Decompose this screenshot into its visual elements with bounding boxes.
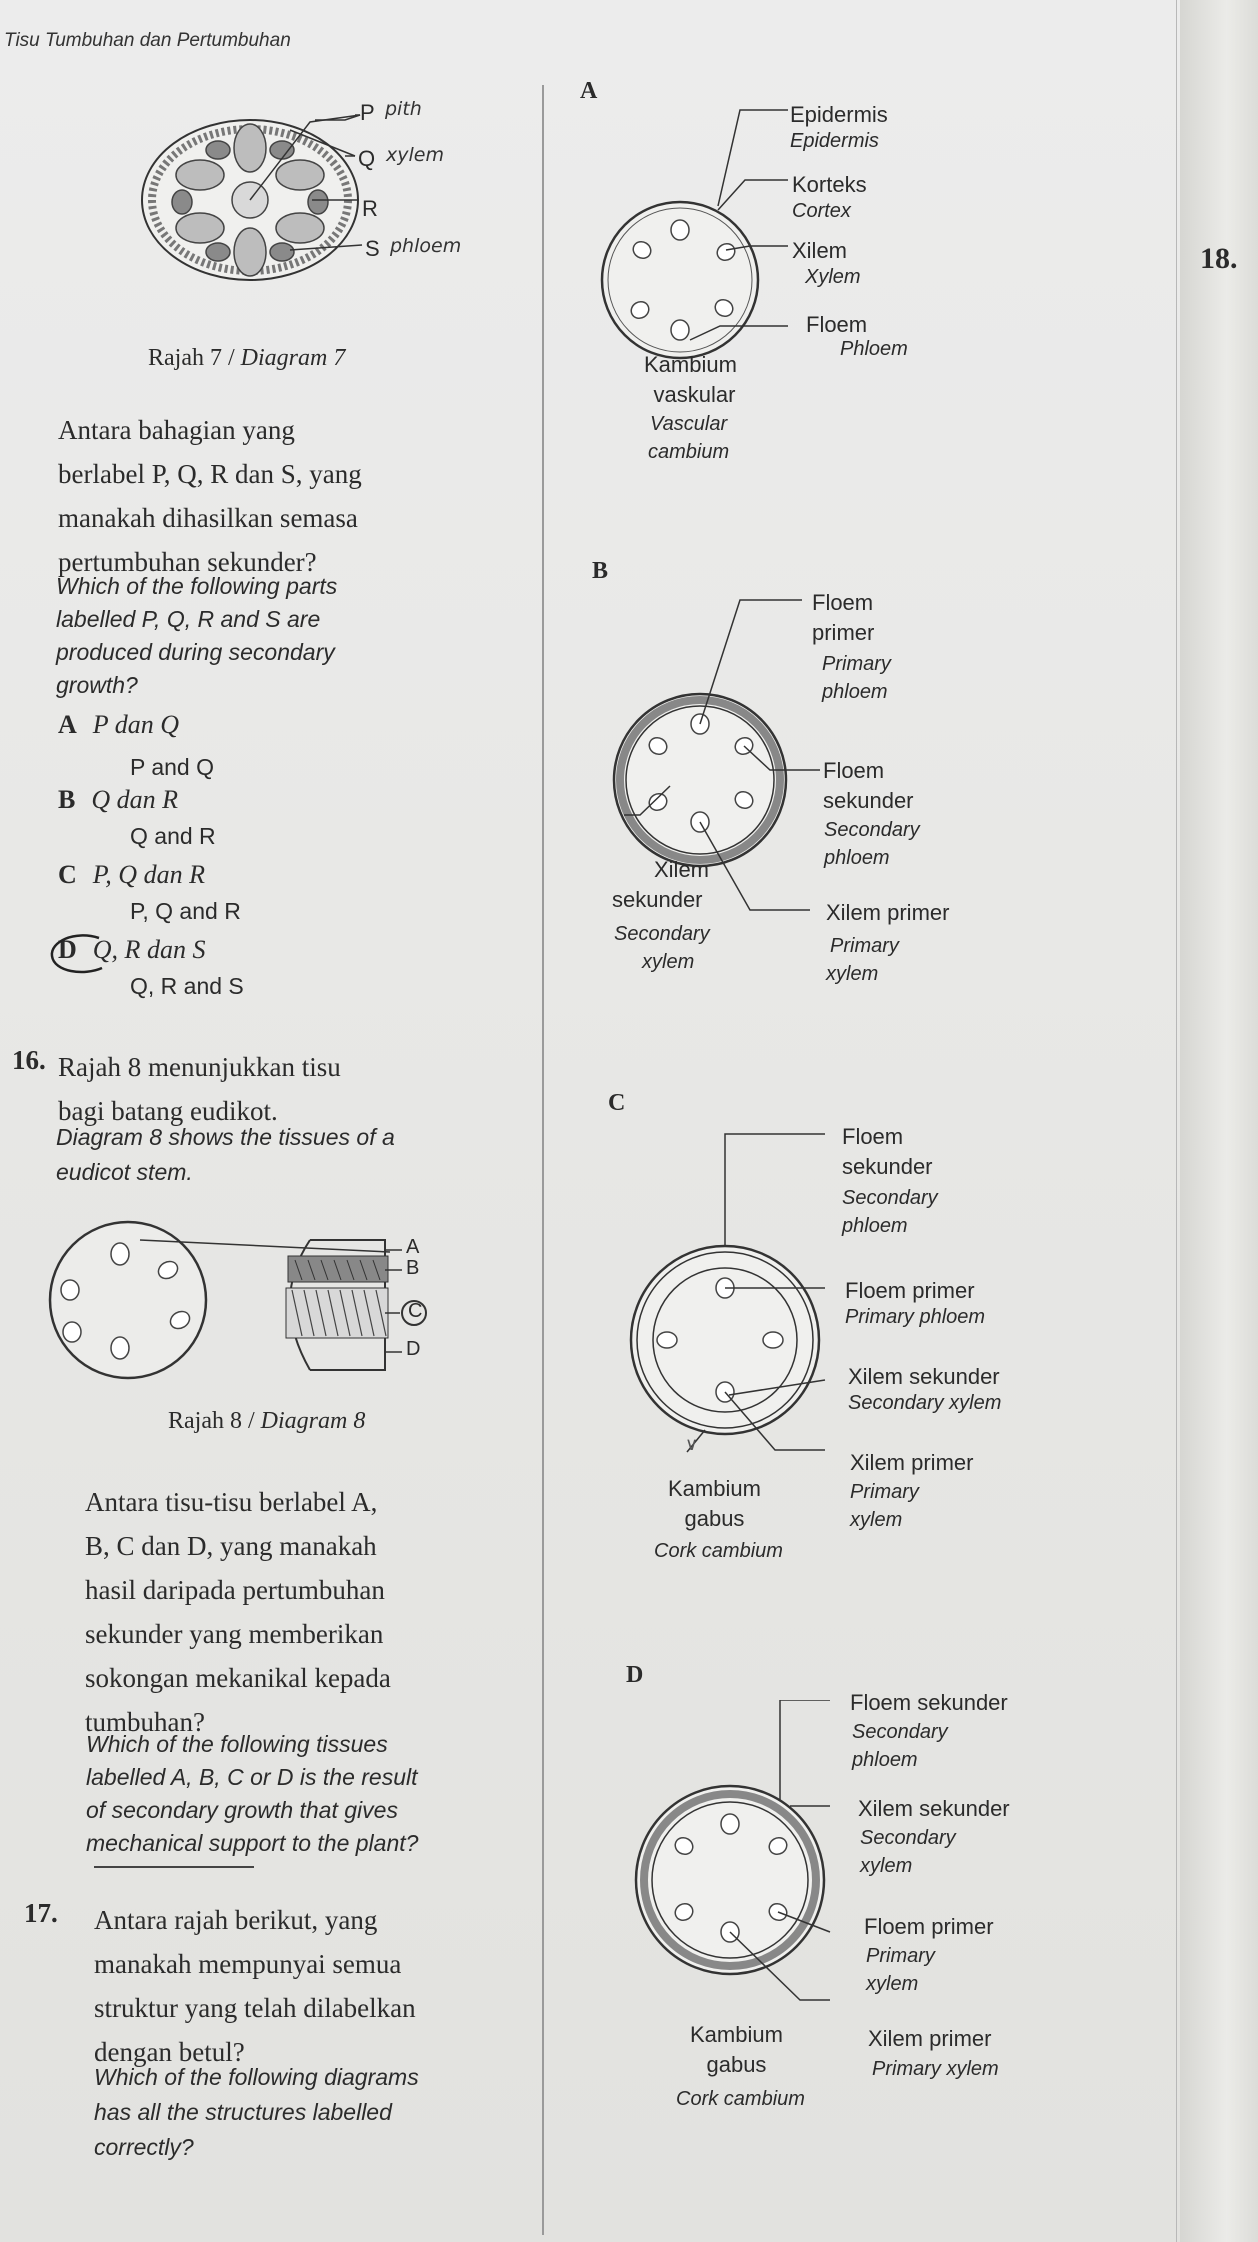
- b-secondary-phloem-en: Secondary phloem: [824, 819, 920, 869]
- label-r: R: [362, 196, 378, 221]
- q15-question-ms: Antara bahagian yang berlabel P, Q, R dan S, yang manakah dihasilkan semasa pertumbuhan sekunder?: [58, 415, 362, 577]
- answer-circle-mark: [44, 930, 114, 980]
- diagram-c-letter: C: [608, 1090, 626, 1116]
- d-primary-phloem-en: Primary xylem: [866, 1945, 935, 1995]
- a-cambium-en: Vascular cambium: [648, 413, 730, 463]
- chapter-header: Tisu Tumbuhan dan Pertumbuhan: [4, 30, 291, 51]
- q16-number: 16.: [12, 1045, 46, 1075]
- q17-question-en: Which of the following diagrams has all the structures labelled correctly?: [94, 2064, 419, 2160]
- label-b: B: [406, 1257, 420, 1279]
- c-secondary-xylem-ms: Xilem sekunder: [848, 1364, 1000, 1389]
- diagram-7-root-section: [140, 90, 540, 290]
- c-secondary-phloem-ms: Floem sekunder: [842, 1124, 933, 1179]
- d-secondary-phloem-en: Secondary phloem: [852, 1721, 948, 1771]
- q17-number: 17.: [24, 1898, 58, 1928]
- b-primary-xylem-ms: Xilem primer: [826, 900, 950, 925]
- d-secondary-phloem-ms: Floem sekunder: [850, 1690, 1008, 1715]
- diagram-c-stem: [625, 1130, 865, 1470]
- a-cortex-ms: Korteks: [792, 172, 867, 197]
- d-cork-cambium-en: Cork cambium: [676, 2088, 805, 2110]
- svg-text:∨: ∨: [685, 1434, 699, 1454]
- d-primary-xylem-ms: Xilem primer: [868, 2026, 992, 2051]
- column-divider: [542, 85, 544, 2235]
- label-d: D: [406, 1338, 421, 1360]
- q15-option-b[interactable]: B Q dan R Q and R: [58, 785, 216, 849]
- c-primary-phloem-ms: Floem primer: [845, 1278, 975, 1303]
- caption-rajah-8: Rajah 8 / Diagram 8: [168, 1408, 366, 1434]
- d-secondary-xylem-en: Secondary xylem: [860, 1827, 956, 1877]
- q15-option-a[interactable]: A P dan Q P and Q: [58, 710, 214, 780]
- diagram-b-letter: B: [592, 558, 609, 584]
- label-q: Q: [358, 146, 376, 171]
- a-phloem-ms: Floem: [806, 312, 868, 337]
- q16-question-en: Diagram 8 shows the tissues of a eudicot stem.: [56, 1124, 395, 1185]
- diagram-d-stem: [630, 1700, 870, 2030]
- c-primary-xylem-ms: Xilem primer: [850, 1450, 974, 1475]
- underline-mark: [94, 1866, 254, 1868]
- a-epidermis-ms: Epidermis: [790, 102, 888, 127]
- a-cortex-en: Cortex: [792, 200, 851, 222]
- c-cork-cambium-ms: Kambium gabus: [668, 1476, 761, 1531]
- a-xylem-ms: Xilem: [792, 238, 848, 263]
- annotation-xylem: xylem: [386, 144, 444, 166]
- a-epidermis-en: Epidermis: [790, 130, 879, 152]
- q15-option-c[interactable]: C P, Q dan R P, Q and R: [58, 860, 241, 924]
- diagram-8-eudicot-stem: [40, 1220, 440, 1390]
- b-primary-phloem-en: Primary phloem: [822, 653, 891, 703]
- diagram-d-letter: D: [626, 1662, 644, 1688]
- c-secondary-phloem-en: Secondary phloem: [842, 1187, 938, 1237]
- annotation-pith: pith: [385, 98, 422, 120]
- b-secondary-phloem-ms: Floem sekunder: [823, 758, 914, 813]
- side-question-number: 18.: [1200, 242, 1238, 275]
- q15-question-en: Which of the following parts labelled P, Q, R and S are produced during secondary growth?: [56, 573, 338, 698]
- d-secondary-xylem-ms: Xilem sekunder: [858, 1796, 1010, 1821]
- b-primary-xylem-en: Primary xylem: [826, 935, 899, 985]
- c-secondary-xylem-en: Secondary xylem: [848, 1392, 1002, 1414]
- q16-question2-en: Which of the following tissues labelled A, B, C or D is the result of secondary growth that gives mechanical support to the plant?: [86, 1731, 419, 1856]
- d-primary-phloem-ms: Floem primer: [864, 1914, 994, 1939]
- q16-question2-ms: Antara tisu-tisu berlabel A, B, C dan D, yang manakah hasil daripada pertumbuhan sekunder yang memberikan sokongan mekanikal kepada tumbuhan?: [85, 1487, 391, 1737]
- q16-question-ms: Rajah 8 menunjukkan tisu bagi batang eudikot.: [58, 1052, 341, 1126]
- q17-question-ms: Antara rajah berikut, yang manakah mempunyai semua struktur yang telah dilabelkan dengan betul?: [94, 1905, 416, 2067]
- annotation-phloem: phloem: [390, 235, 462, 257]
- b-secondary-xylem-en: Secondary xylem: [614, 923, 710, 973]
- label-c: C: [408, 1300, 423, 1322]
- b-primary-phloem-ms: Floem primer: [812, 590, 875, 645]
- page-border: [1176, 0, 1177, 2242]
- b-secondary-xylem-ms: Xilem sekunder: [612, 857, 710, 912]
- d-primary-xylem-en: Primary xylem: [872, 2058, 999, 2080]
- a-phloem-en: Phloem: [840, 338, 908, 360]
- caption-rajah-7: Rajah 7 / Diagram 7: [148, 345, 346, 371]
- label-a: A: [406, 1236, 420, 1258]
- diagram-a-letter: A: [580, 78, 598, 104]
- label-s: S: [365, 236, 380, 261]
- c-cork-cambium-en: Cork cambium: [654, 1540, 783, 1562]
- d-cork-cambium-ms: Kambium gabus: [690, 2022, 783, 2077]
- c-primary-phloem-en: Primary phloem: [845, 1306, 986, 1328]
- page-edge: [1180, 0, 1258, 2242]
- a-cambium-ms: Kambium vaskular: [644, 352, 737, 407]
- a-xylem-en: Xylem: [805, 266, 861, 288]
- label-p: P: [360, 100, 375, 125]
- q15-option-d[interactable]: D Q, R dan S Q, R and S: [58, 935, 244, 999]
- c-primary-xylem-en: Primary xylem: [850, 1481, 919, 1531]
